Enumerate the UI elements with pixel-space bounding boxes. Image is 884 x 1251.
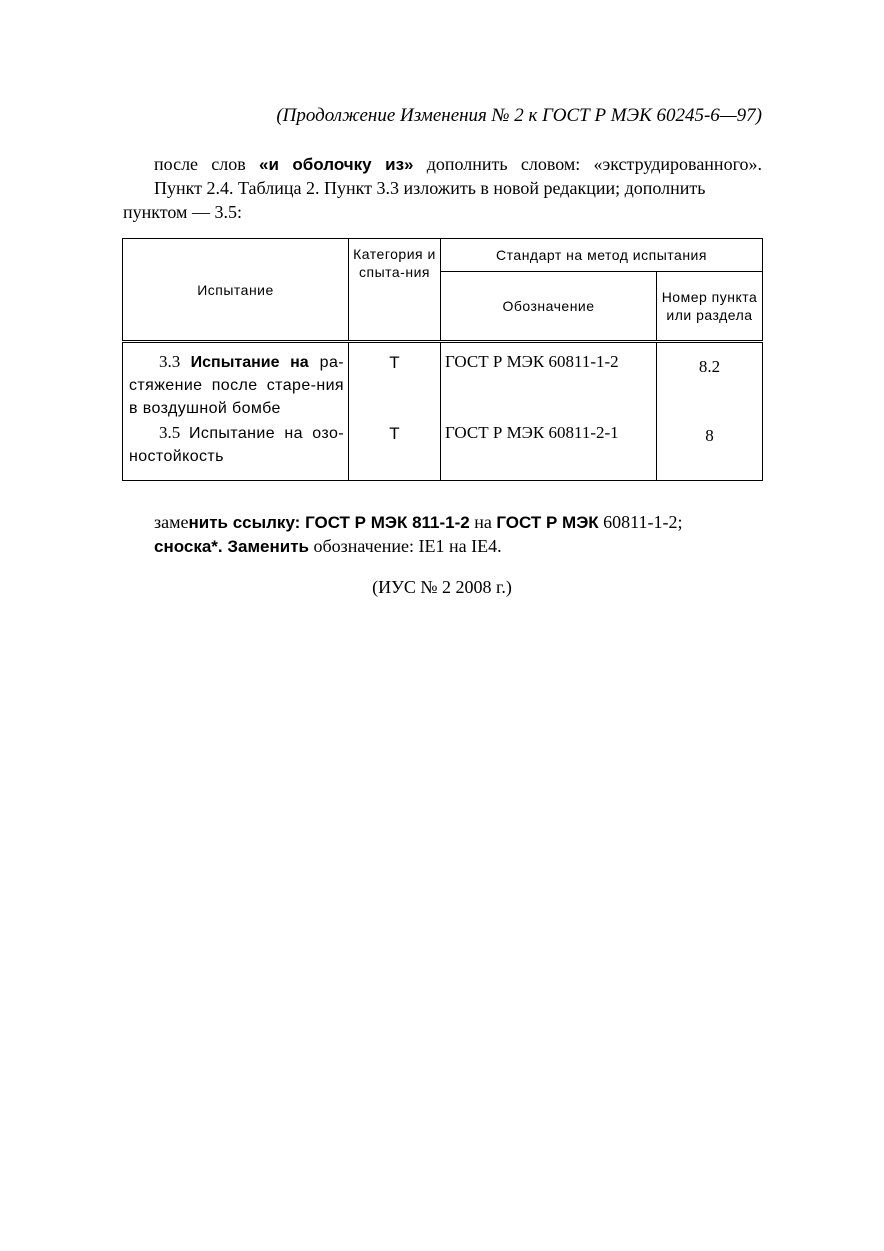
header-number (657, 272, 763, 342)
text-fragment: на (469, 512, 497, 532)
header-category-text: Категория испыта-ния (353, 246, 436, 280)
text-fragment: заме (154, 512, 189, 532)
row-number: 3.5 (159, 423, 190, 442)
bold-fragment: ГОСТ Р МЭК (496, 513, 599, 532)
cell-category: Т (349, 342, 441, 421)
header-category (349, 239, 441, 342)
header-designation: Обозначение (441, 272, 657, 342)
cell-designation: ГОСТ Р МЭК 60811-1-2 (441, 342, 657, 421)
text-fragment: обозначение: IE1 на IE4. (309, 536, 502, 556)
header-test: Испытание (123, 239, 349, 342)
bold-fragment: сноска*. (154, 537, 223, 556)
amendment-table (122, 238, 762, 481)
bold-fragment: Заменить (222, 537, 309, 556)
paragraph-amendment-2: Пункт 2.4. Таблица 2. Пункт 3.3 изложить в новой редакции; дополнить пунктом — 3.5: (123, 178, 706, 222)
text-fragment: после слов (154, 154, 260, 174)
cell-number: 8 (657, 420, 763, 480)
table-row (123, 342, 763, 421)
cell-number: 8.2 (657, 342, 763, 421)
table-row (123, 420, 763, 480)
bold-fragment: «и оболочку из» (259, 155, 414, 174)
source-reference: (ИУС № 2 2008 г.) (372, 577, 512, 597)
test-methods-table (122, 238, 763, 481)
paragraph-amendment-3 (123, 510, 762, 535)
row-text: Испытание на озо-ностойкость (129, 425, 344, 465)
paragraph-amendment-1 (123, 152, 762, 177)
cell-designation: ГОСТ Р МЭК 60811-2-1 (441, 420, 657, 480)
bold-fragment: нить ссылку: (188, 513, 301, 532)
text-fragment: дополнить словом: «экструдированного». (413, 154, 763, 174)
text-fragment: 60811-1-2; (598, 512, 683, 532)
cell-test (123, 342, 349, 421)
row-bold: Испытание на (190, 354, 309, 371)
header-number-text: Номер пункта или раздела (661, 289, 758, 323)
row-number: 3.3 (159, 352, 191, 371)
paragraph-amendment-4 (123, 534, 762, 559)
continuation-header: (Продолжение Изменения № 2 к ГОСТ Р МЭК 60245-6—97) (276, 105, 762, 126)
cell-test (123, 420, 349, 480)
bold-fragment: ГОСТ Р МЭК 811-1-2 (300, 513, 470, 532)
header-standard: Стандарт на метод испытания (441, 239, 763, 272)
cell-category: Т (349, 420, 441, 480)
row-text: ра-стяжение после старе-ния в воздушной бомбе (129, 354, 345, 417)
